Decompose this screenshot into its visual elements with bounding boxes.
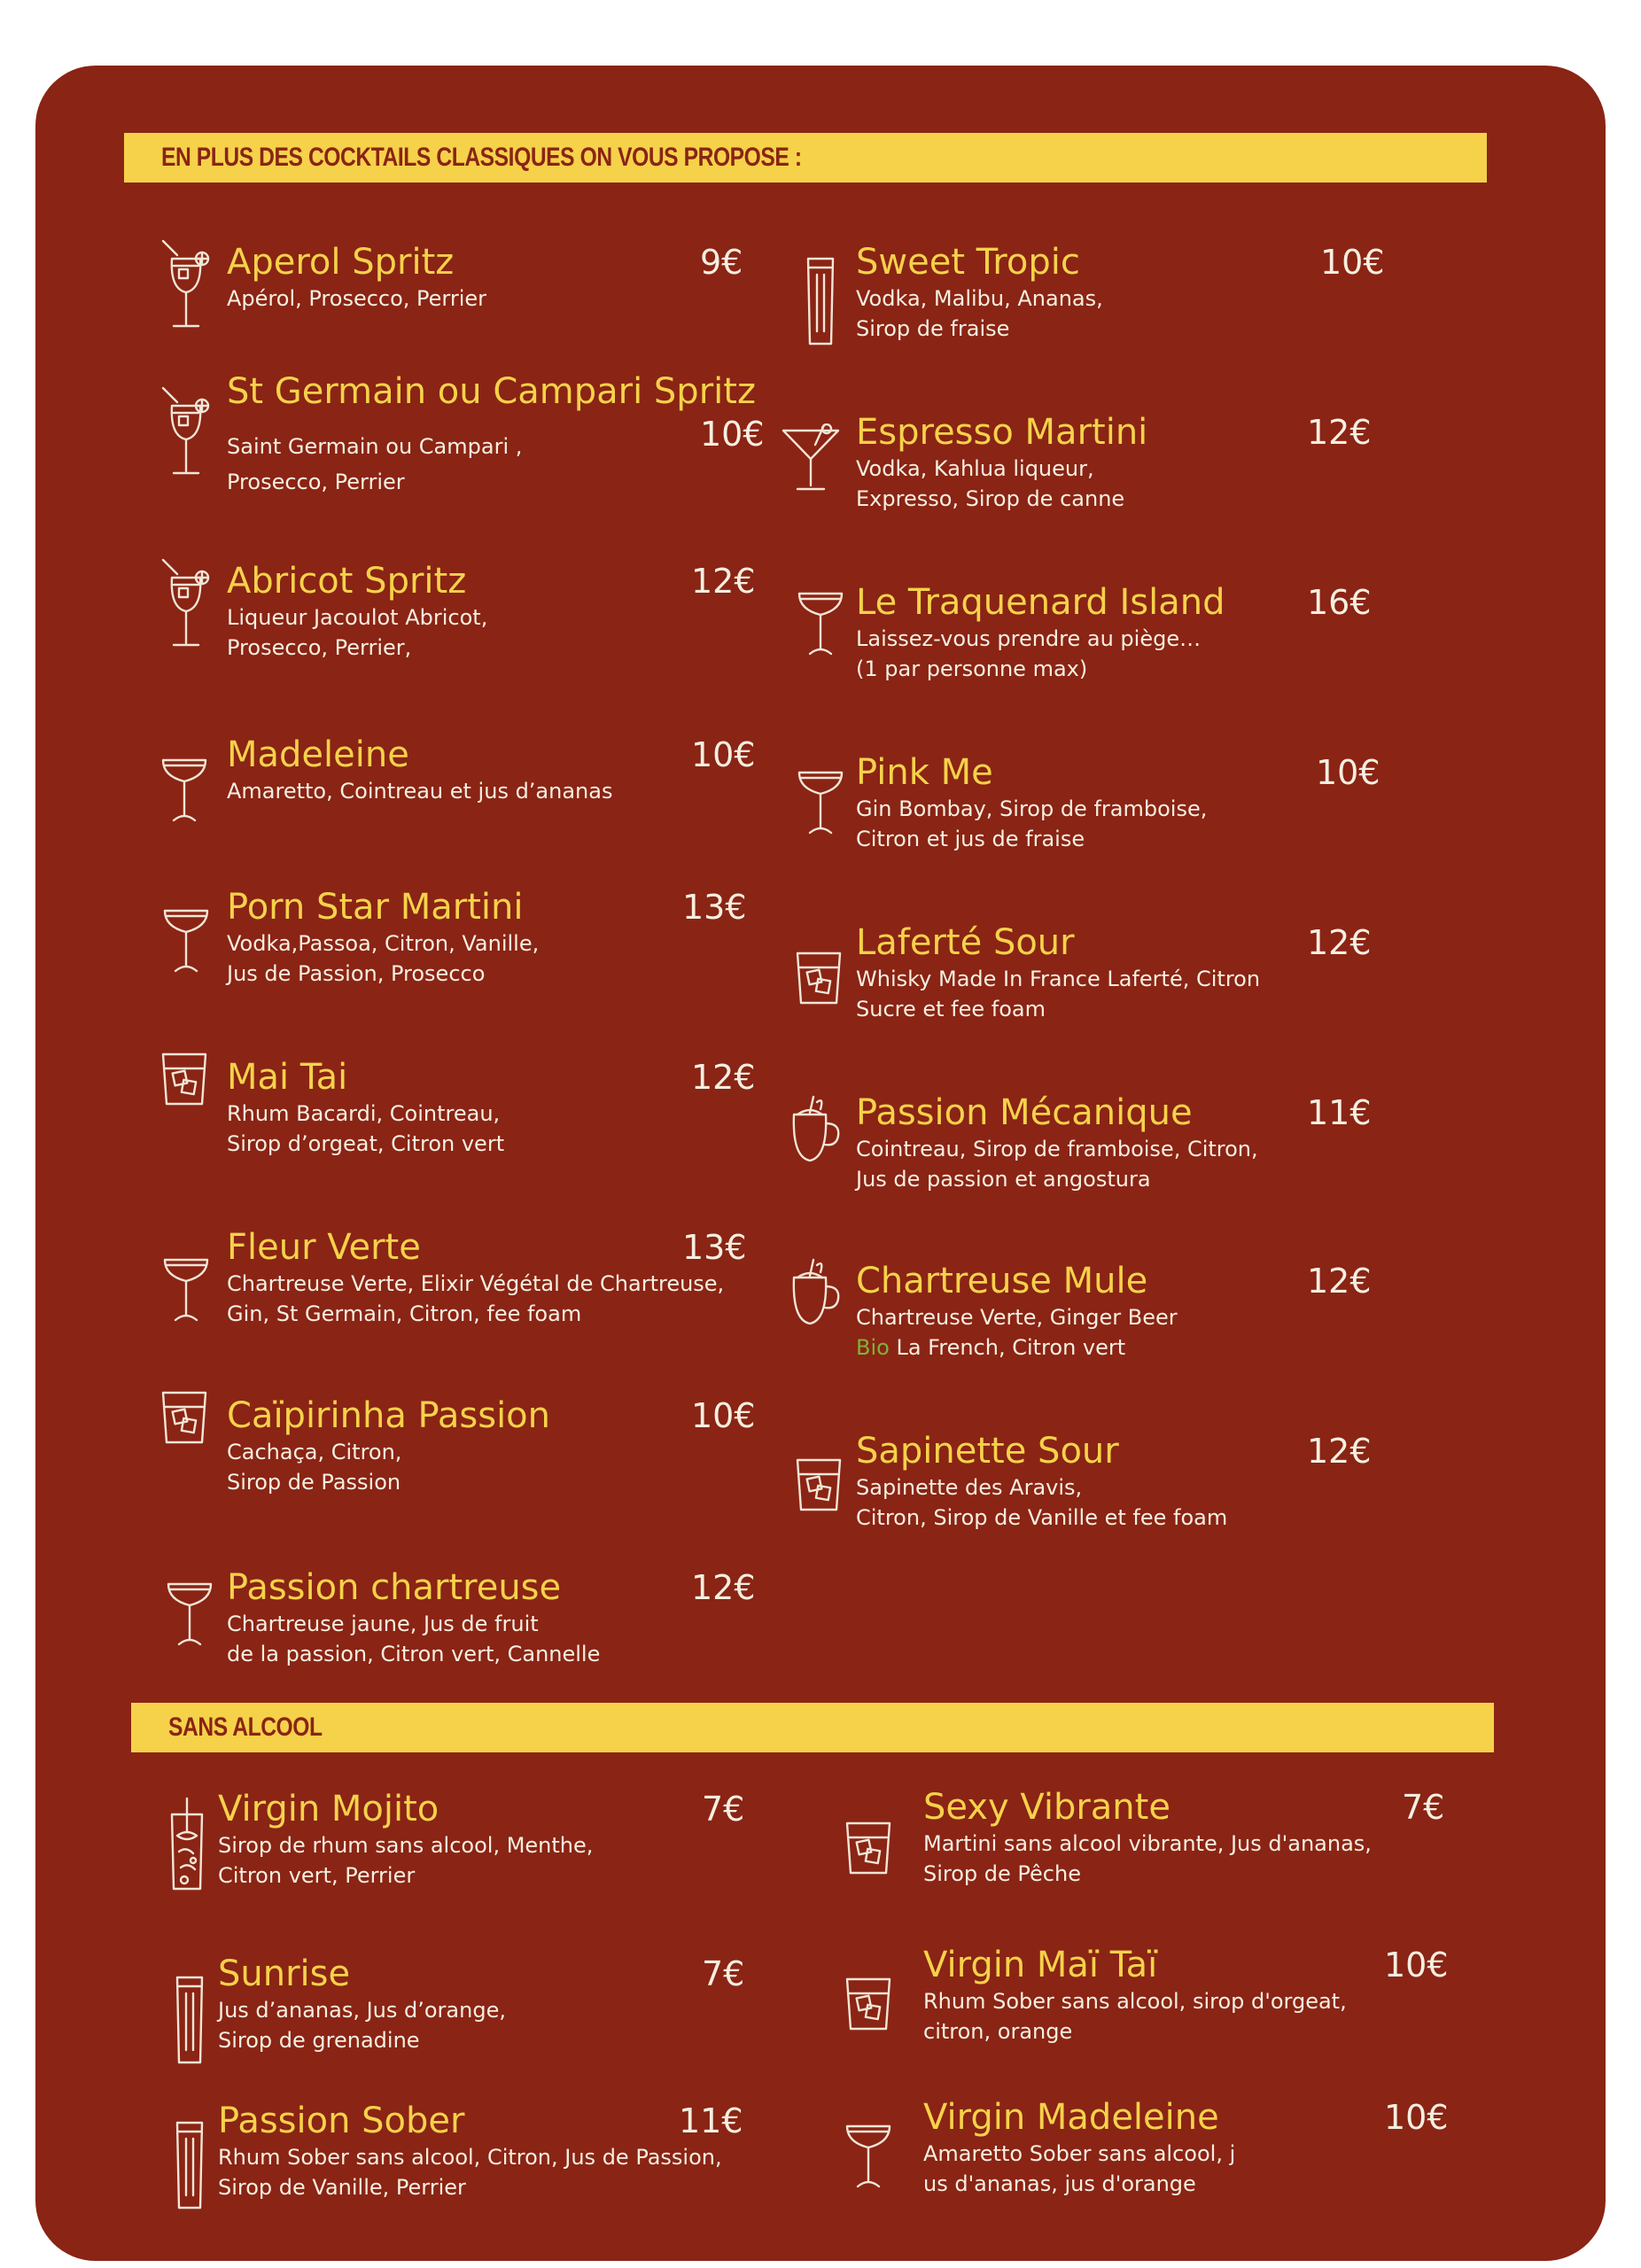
item-name: St Germain ou Campari Spritz (227, 371, 756, 412)
item-name: Fleur Verte (227, 1227, 421, 1268)
item-price: 7€ (702, 1954, 745, 1993)
item-description (227, 928, 539, 989)
item-price: 12€ (1307, 1432, 1372, 1471)
coupe-glass-icon (794, 588, 847, 659)
coupe-glass-icon (842, 2121, 895, 2192)
description-line: Liqueur Jacoulot Abricot, (227, 605, 488, 630)
item-description (218, 1830, 593, 1891)
item-name: Chartreuse Mule (856, 1261, 1148, 1301)
item-description (856, 284, 1103, 344)
section-title-sans-alcool: SANS ALCOOL (168, 1713, 323, 1742)
coupe-glass-icon (163, 1579, 216, 1650)
item-price: 10€ (700, 415, 765, 454)
item-price: 12€ (691, 1568, 756, 1607)
description-line: citron, orange (923, 2019, 1073, 2044)
highball-glass-icon (172, 2119, 207, 2211)
item-name: Passion Mécanique (856, 1092, 1193, 1133)
item-name: Sunrise (218, 1953, 351, 1994)
item-description (227, 776, 612, 806)
description-line: Jus de passion et angostura (856, 1167, 1151, 1192)
coupe-glass-icon (794, 767, 847, 838)
bio-label: Bio (856, 1335, 890, 1360)
item-description (856, 1302, 1178, 1363)
rocks-glass-icon (842, 1820, 895, 1876)
spritz-glass-icon (159, 386, 216, 478)
item-name: Sapinette Sour (856, 1431, 1119, 1472)
item-name: Virgin Mojito (218, 1789, 439, 1829)
item-price: 10€ (1316, 753, 1380, 792)
item-description (856, 1472, 1227, 1533)
description-line: Chartreuse Verte, Ginger Beer (856, 1305, 1178, 1330)
item-description (923, 2139, 1235, 2199)
item-price: 7€ (702, 1790, 745, 1829)
item-name: Caïpirinha Passion (227, 1395, 550, 1436)
description-line: Citron et jus de fraise (856, 827, 1085, 851)
rocks-glass-icon (158, 1051, 211, 1107)
item-price: 12€ (1307, 923, 1372, 962)
highball-glass-icon (172, 1974, 207, 2066)
item-description (227, 429, 522, 500)
description-line: Sirop de fraise (856, 316, 1010, 341)
description-line: de la passion, Citron vert, Cannelle (227, 1642, 601, 1666)
description-line: Expresso, Sirop de canne (856, 486, 1125, 511)
coupe-glass-icon (158, 755, 211, 826)
rocks-glass-icon (792, 950, 845, 1006)
item-description (218, 2142, 722, 2202)
item-name: Pink Me (856, 752, 993, 793)
item-description (856, 624, 1201, 684)
item-name: Le Traquenard Island (856, 582, 1225, 623)
item-description (923, 1986, 1347, 2047)
item-price: 12€ (691, 1058, 756, 1097)
description-line: Prosecco, Perrier (227, 470, 405, 494)
item-name: Virgin Maï Taï (923, 1945, 1158, 1985)
mule-mug-icon (785, 1093, 847, 1164)
section-banner-sans-alcool (131, 1703, 1494, 1752)
martini-glass-icon (780, 423, 842, 494)
item-name: Espresso Martini (856, 412, 1148, 453)
description-line: Chartreuse jaune, Jus de fruit (227, 1612, 539, 1636)
item-name: Sweet Tropic (856, 242, 1080, 283)
description-line: Citron vert, Perrier (218, 1863, 416, 1888)
item-description (227, 1609, 600, 1669)
description-line: Chartreuse Verte, Elixir Végétal de Chartreuse, (227, 1271, 725, 1296)
highball-glass-icon (803, 255, 838, 347)
description-line: Jus d’ananas, Jus d’orange, (218, 1998, 506, 2023)
item-name: Mai Tai (227, 1057, 348, 1098)
item-description (856, 794, 1207, 854)
description-line: Rhum Sober sans alcool, sirop d'orgeat, (923, 1989, 1347, 2014)
item-price: 10€ (691, 1396, 756, 1435)
description-line: Sirop d’orgeat, Citron vert (227, 1131, 505, 1156)
section-title-cocktails: EN PLUS DES COCKTAILS CLASSIQUES ON VOUS PROPOSE : (161, 143, 802, 172)
coupe-glass-icon (159, 905, 213, 976)
item-name: Abricot Spritz (227, 561, 467, 602)
item-name: Laferté Sour (856, 922, 1075, 963)
item-price: 16€ (1307, 583, 1372, 622)
item-description (856, 1134, 1258, 1194)
item-name: Virgin Madeleine (923, 2097, 1219, 2138)
description-line: Sapinette des Aravis, (856, 1475, 1083, 1500)
item-name: Porn Star Martini (227, 887, 524, 928)
item-name: Madeleine (227, 734, 409, 775)
item-price: 13€ (682, 1228, 747, 1267)
item-price: 10€ (1384, 1946, 1449, 1984)
description-line: Apérol, Prosecco, Perrier (227, 286, 487, 311)
description-line: Rhum Bacardi, Cointreau, (227, 1101, 501, 1126)
item-price: 12€ (1307, 1262, 1372, 1301)
description-line: Amaretto, Cointreau et jus d’ananas (227, 779, 613, 804)
item-name: Aperol Spritz (227, 242, 455, 283)
description-line: Vodka, Malibu, Ananas, (856, 286, 1103, 311)
description-line: Cointreau, Sirop de framboise, Citron, (856, 1137, 1258, 1161)
coupe-glass-icon (159, 1254, 213, 1325)
description-line: Sirop de Passion (227, 1470, 401, 1495)
description-line: Saint Germain ou Campari , (227, 434, 523, 459)
item-price: 12€ (691, 562, 756, 601)
description-line: Sucre et fee foam (856, 997, 1046, 1021)
description-line: Rhum Sober sans alcool, Citron, Jus de Passion, (218, 2145, 722, 2170)
description-line: Jus de Passion, Prosecco (227, 961, 486, 986)
description-line: Gin Bombay, Sirop de framboise, (856, 796, 1208, 821)
item-price: 11€ (679, 2101, 743, 2140)
item-description (227, 1269, 724, 1329)
item-price: 10€ (1384, 2098, 1449, 2137)
item-price: 13€ (682, 888, 747, 927)
description-line: Vodka,Passoa, Citron, Vanille, (227, 931, 540, 956)
description-line: Whisky Made In France Laferté, Citron (856, 967, 1261, 991)
spritz-glass-icon (159, 558, 216, 650)
rocks-glass-icon (842, 1976, 895, 2032)
item-price: 10€ (691, 735, 756, 774)
item-name: Passion Sober (218, 2101, 465, 2141)
item-description (227, 1437, 401, 1497)
rocks-glass-icon (158, 1389, 211, 1446)
description-line: Laissez-vous prendre au piège… (856, 626, 1202, 651)
description-line: us d'ananas, jus d'orange (923, 2171, 1196, 2196)
item-price: 7€ (1402, 1788, 1445, 1827)
spritz-glass-icon (159, 239, 216, 331)
description-line: Sirop de rhum sans alcool, Menthe, (218, 1833, 594, 1858)
item-description (227, 284, 486, 314)
item-description (218, 1995, 506, 2055)
description-line: Vodka, Kahlua liqueur, (856, 456, 1094, 481)
description-line: Gin, St Germain, Citron, fee foam (227, 1301, 582, 1326)
item-description (923, 1829, 1372, 1889)
item-description (856, 964, 1260, 1024)
description-line: Citron, Sirop de Vanille et fee foam (856, 1505, 1228, 1530)
description-line: Prosecco, Perrier, (227, 635, 412, 660)
item-description (227, 602, 487, 663)
description-text: La French, Citron vert (889, 1335, 1126, 1360)
item-name: Sexy Vibrante (923, 1787, 1170, 1828)
description-line: Martini sans alcool vibrante, Jus d'ananas, (923, 1831, 1372, 1856)
item-description (856, 454, 1124, 514)
item-price: 9€ (700, 243, 743, 282)
description-line: Amaretto Sober sans alcool, j (923, 2141, 1236, 2166)
item-description (227, 1099, 504, 1159)
item-price: 12€ (1307, 413, 1372, 452)
description-line: Sirop de Vanille, Perrier (218, 2175, 466, 2200)
section-banner-cocktails (124, 133, 1487, 183)
description-line: Sirop de Pêche (923, 1861, 1081, 1886)
mule-mug-icon (785, 1256, 847, 1327)
description-line: Cachaça, Citron, (227, 1440, 402, 1464)
item-price: 11€ (1307, 1093, 1372, 1132)
description-line: (1 par personne max) (856, 656, 1088, 681)
item-price: 10€ (1320, 243, 1385, 282)
rocks-glass-icon (792, 1456, 845, 1513)
description-line (856, 1332, 1178, 1363)
item-name: Passion chartreuse (227, 1567, 562, 1608)
description-line: Sirop de grenadine (218, 2028, 420, 2053)
mojito-glass-icon (165, 1797, 209, 1894)
